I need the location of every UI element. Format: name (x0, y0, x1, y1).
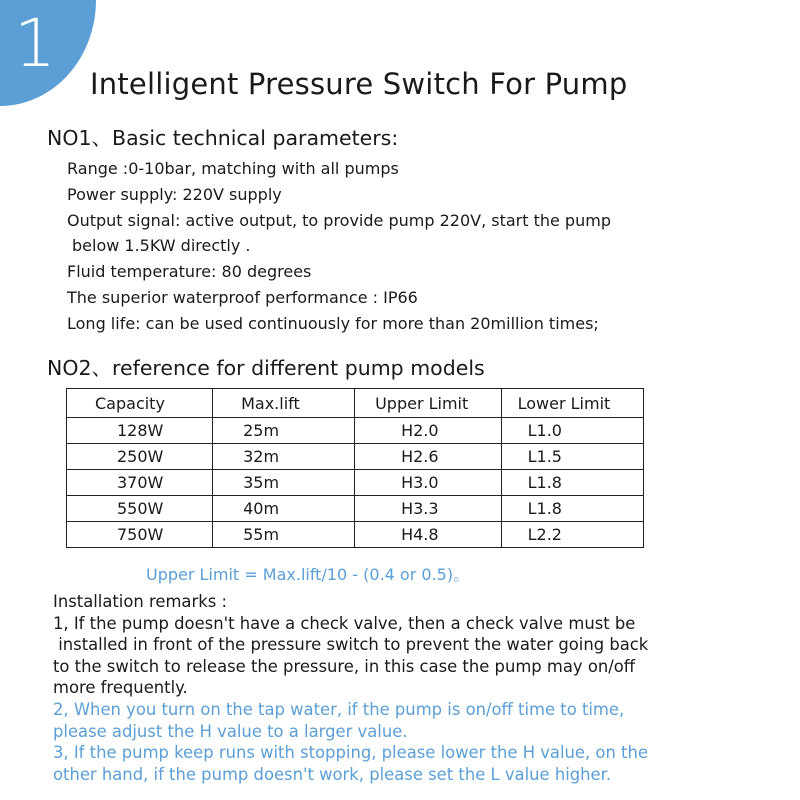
cell-max-lift: 35m (213, 470, 355, 496)
parameter-list (67, 156, 611, 337)
param-power-supply: Power supply: 220V supply (67, 184, 282, 204)
remark-1-line: 1, If the pump doesn't have a check valve, then a check valve must be (53, 613, 636, 633)
remark-2-line: 2, When you turn on the tap water, if the pump is on/off time to time, (53, 699, 625, 719)
cell-max-lift: 32m (213, 444, 355, 470)
cell-capacity: 750W (67, 522, 213, 548)
cell-max-lift: 25m (213, 418, 355, 444)
table-row (67, 470, 644, 496)
installation-remarks (53, 591, 648, 785)
badge-number: 1 (14, 5, 56, 82)
pump-models-table (66, 388, 644, 548)
upper-limit-formula: Upper Limit = Max.lift/10 - (0.4 or 0.5)。 (146, 565, 470, 584)
cell-upper-limit: H3.3 (355, 496, 502, 522)
cell-max-lift: 40m (213, 496, 355, 522)
cell-max-lift: 55m (213, 522, 355, 548)
cell-capacity: 250W (67, 444, 213, 470)
remark-1-line: to the switch to release the pressure, in this case the pump may on/off (53, 656, 636, 676)
header-lower-limit: Lower Limit (501, 389, 643, 418)
section1-heading: NO1、Basic technical parameters: (47, 126, 399, 150)
cell-lower-limit: L1.8 (501, 496, 643, 522)
param-waterproof: The superior waterproof performance : IP66 (67, 287, 418, 307)
table-row (67, 522, 644, 548)
param-output-signal: Output signal: active output, to provide pump 220V, start the pump (67, 210, 611, 230)
cell-lower-limit: L1.8 (501, 470, 643, 496)
param-long-life: Long life: can be used continuously for more than 20million times; (67, 313, 599, 333)
table-header-row (67, 389, 644, 418)
remarks-heading: Installation remarks : (53, 592, 227, 611)
param-range: Range :0-10bar, matching with all pumps (67, 159, 399, 178)
header-capacity: Capacity (67, 389, 213, 418)
section2-heading: NO2、reference for different pump models (47, 356, 485, 380)
cell-capacity: 370W (67, 470, 213, 496)
section-number-badge (0, 0, 96, 106)
param-fluid-temperature: Fluid temperature: 80 degrees (67, 262, 312, 282)
cell-upper-limit: H2.6 (355, 444, 502, 470)
table-row (67, 418, 644, 444)
header-upper-limit: Upper Limit (355, 389, 502, 418)
table-row (67, 496, 644, 522)
cell-upper-limit: H4.8 (355, 522, 502, 548)
remark-3-line: other hand, if the pump doesn't work, please set the L value higher. (53, 764, 612, 784)
cell-lower-limit: L1.0 (501, 418, 643, 444)
page-title: Intelligent Pressure Switch For Pump (90, 67, 628, 101)
remark-1-line: installed in front of the pressure switch to prevent the water going back (53, 635, 649, 655)
cell-capacity: 128W (67, 418, 213, 444)
remark-2-line: please adjust the H value to a larger value. (53, 721, 408, 741)
cell-upper-limit: H3.0 (355, 470, 502, 496)
remark-1-line: more frequently. (53, 678, 188, 698)
cell-lower-limit: L2.2 (501, 522, 643, 548)
cell-upper-limit: H2.0 (355, 418, 502, 444)
cell-capacity: 550W (67, 496, 213, 522)
table-row (67, 444, 644, 470)
param-output-signal-cont: below 1.5KW directly . (72, 236, 251, 256)
cell-lower-limit: L1.5 (501, 444, 643, 470)
remark-3-line: 3, If the pump keep runs with stopping, please lower the H value, on the (53, 743, 648, 763)
header-max-lift: Max.lift (213, 389, 355, 418)
